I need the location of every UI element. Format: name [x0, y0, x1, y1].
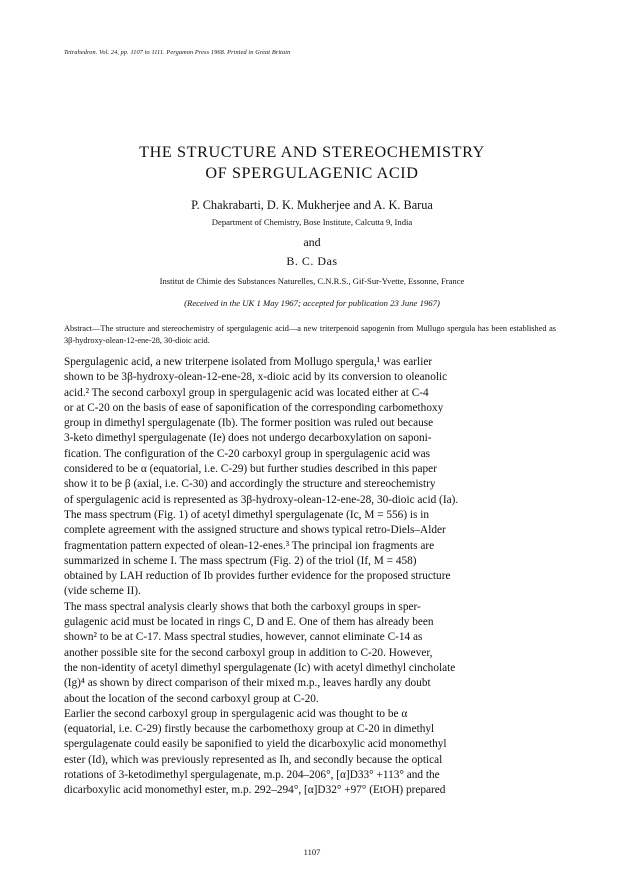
body-line: dicarboxylic acid monomethyl ester, m.p. 292–294°, [α]D32° +97° (EtOH) prepared: [64, 784, 446, 797]
body-line: about the location of the second carboxyl group at C-20.: [64, 692, 319, 705]
body-line: (vide scheme II).: [64, 585, 141, 598]
affiliation-cnrs: Institut de Chimie des Substances Naturelles, C.N.R.S., Gif-Sur-Yvette, Essonne, France: [159, 276, 465, 286]
authors-line: P. Chakrabarti, D. K. Mukherjee and A. K. Barua: [191, 198, 433, 212]
body-line: rotations of 3-ketodimethyl spergulagenate, m.p. 204–206°, [α]D33° +113° and the: [64, 769, 440, 782]
journal-citation: Tetrahedron. Vol. 24, pp. 1107 to 1111. Pergamon Press 1968. Printed in Great Britain: [64, 49, 291, 56]
body-line: spergulagenate could easily be saponified to yield the dicarboxylic acid monomethyl: [64, 738, 447, 751]
author-das: B. C. Das: [286, 254, 338, 268]
body-line: 3-keto dimethyl spergulagenate (Ie) does not undergo decarboxylation on saponi-: [64, 432, 432, 445]
paper-title-line-1: THE STRUCTURE AND STEREOCHEMISTRY: [139, 143, 485, 161]
abstract-paragraph: Abstract—The structure and stereochemistry of spergulagenic acid—a new triterpenoid sapogenin from Mullugo spergula has been established as 3β-hydroxy-olean-12-ene-28, 30-dioic acid.: [64, 324, 556, 345]
body-line: complete agreement with the assigned structure and shows typical retro-Diels–Alder: [64, 524, 446, 537]
affiliation-bose-institute: Department of Chemistry, Bose Institute, Calcutta 9, India: [211, 217, 413, 227]
body-line: Earlier the second carboxyl group in spergulagenic acid was thought to be α: [64, 707, 408, 720]
body-line: the non-identity of acetyl dimethyl spergulagenate (Ic) with acetyl dimethyl cincholate: [64, 661, 456, 674]
body-line: fication. The configuration of the C-20 carboxyl group in spergulagenic acid was: [64, 447, 430, 460]
and-separator: and: [303, 235, 321, 249]
page-number: 1107: [303, 847, 321, 857]
body-line: of spergulagenic acid is represented as 3β-hydroxy-olean-12-ene-28, 30-dioic acid (Ia).: [64, 493, 459, 506]
body-line: (Ig)⁴ as shown by direct comparison of their mixed m.p., leaves hardly any doubt: [64, 677, 431, 690]
body-line: summarized in scheme I. The mass spectrum (Fig. 2) of the triol (If, M = 458): [64, 554, 417, 567]
body-line: (equatorial, i.e. C-29) firstly because the carbomethoxy group at C-20 in dimethyl: [64, 723, 435, 736]
body-line: or at C-20 on the basis of ease of saponification of the corresponding carbomethoxy: [64, 401, 444, 414]
body-line: group in dimethyl spergulagenate (Ib). The former position was ruled out because: [64, 417, 434, 430]
body-line: Spergulagenic acid, a new triterpene isolated from Mollugo spergula,¹ was earlier: [64, 356, 433, 368]
body-line: considered to be α (equatorial, i.e. C-29) but further studies described in this paper: [64, 463, 437, 476]
paper-title-line-2: OF SPERGULAGENIC ACID: [205, 164, 419, 182]
body-line: fragmentation pattern expected of olean-12-enes.³ The principal ion fragments are: [64, 539, 435, 552]
body-line: ester (Id), which was previously represented as Ih, and secondly because the optical: [64, 753, 443, 766]
received-dates: (Received in the UK 1 May 1967; accepted for publication 23 June 1967): [184, 298, 440, 308]
body-line: shown to be 3β-hydroxy-olean-12-ene-28, x-dioic acid by its conversion to oleanolic: [64, 371, 448, 384]
body-line: gulagenic acid must be located in rings C, D and E. One of them has already been: [64, 616, 434, 629]
body-line: shown² to be at C-17. Mass spectral studies, however, cannot eliminate C-14 as: [64, 631, 423, 644]
body-text: [64, 355, 558, 799]
body-line: show it to be β (axial, i.e. C-30) and accordingly the structure and stereochemistry: [64, 478, 436, 491]
body-line: The mass spectrum (Fig. 1) of acetyl dimethyl spergulagenate (Ic, M = 556) is in: [64, 508, 430, 521]
body-line: The mass spectral analysis clearly shows that both the carboxyl groups in sper-: [64, 600, 421, 613]
body-line: acid.² The second carboxyl group in spergulagenic acid was located either at C-4: [64, 386, 429, 399]
body-line: another possible site for the second carboxyl group in addition to C-20. However,: [64, 646, 433, 659]
body-line: obtained by LAH reduction of Ib provides further evidence for the proposed structure: [64, 570, 451, 583]
